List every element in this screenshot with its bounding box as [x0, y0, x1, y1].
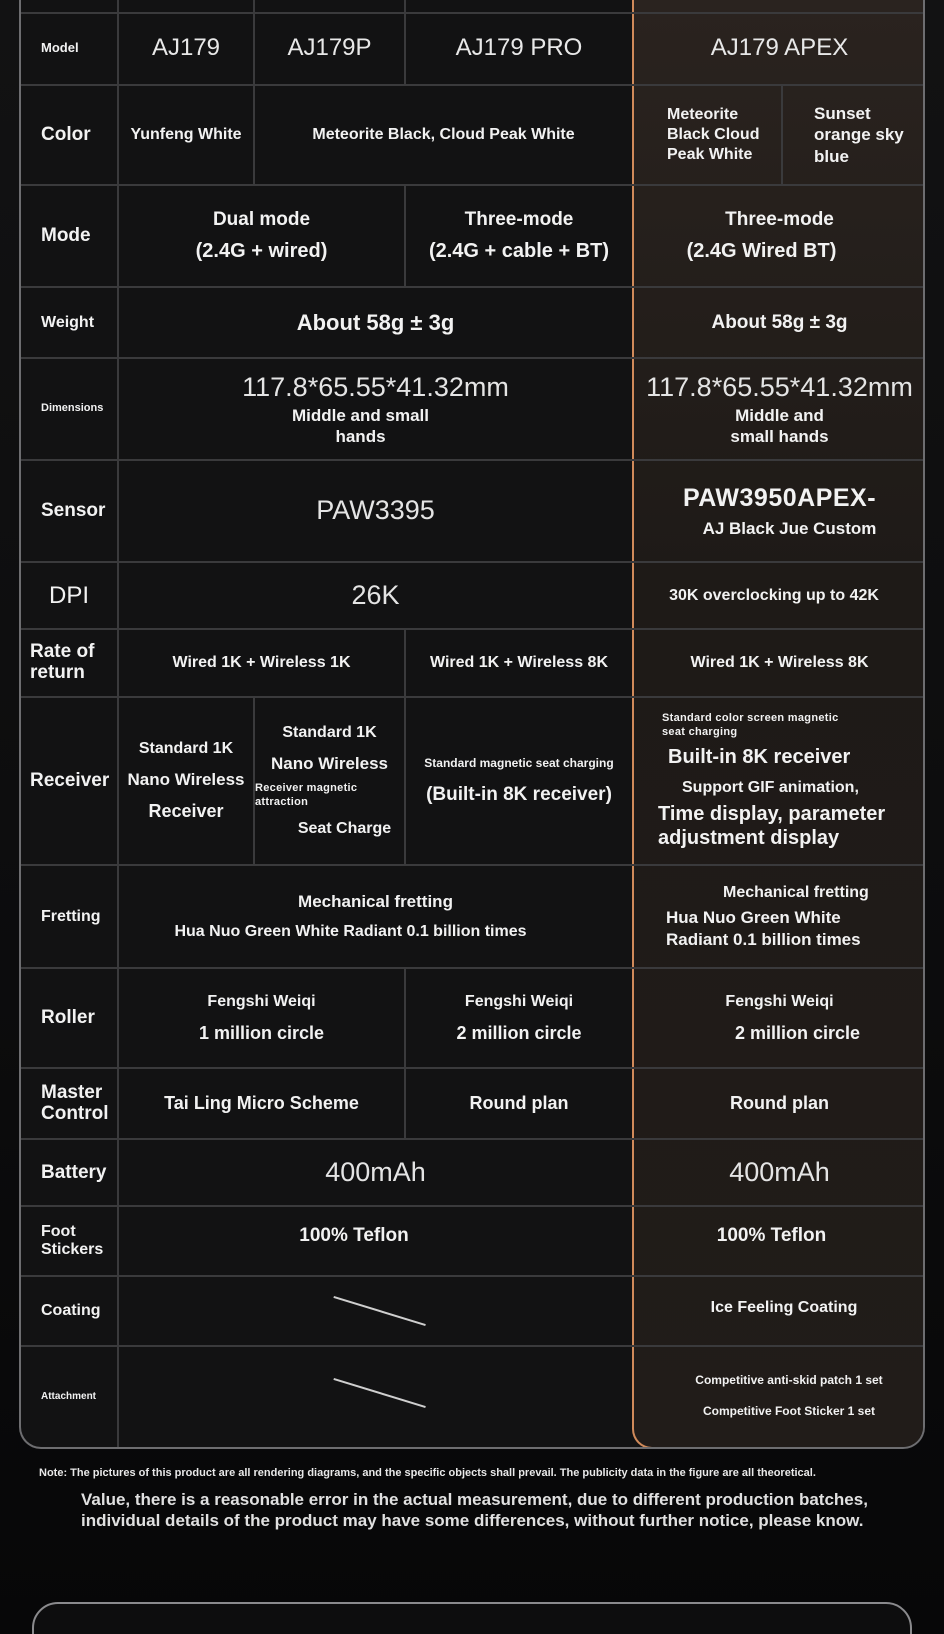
receiver-p-line1: Standard 1K: [282, 723, 377, 741]
battery-apex: 400mAh: [729, 1156, 830, 1187]
coating-apex: Ice Feeling Coating: [710, 1299, 858, 1316]
roller-pro-line2: 2 million circle: [456, 1022, 582, 1043]
spec-table: [19, 0, 925, 1449]
row-label-fretting: Fretting: [41, 907, 101, 925]
fretting-std-line1: Mechanical fretting: [298, 891, 453, 911]
mode-pro-line2: (2.4G + cable + BT): [428, 240, 610, 263]
weight-std: About 58g ± 3g: [296, 309, 455, 335]
dpi-std: 26K: [351, 579, 400, 610]
disclaimer-notes: [39, 1466, 909, 1531]
mode-apex-line2: (2.4G Wired BT): [686, 240, 837, 263]
fretting-apex-line1: Mechanical fretting: [723, 884, 869, 902]
color-p-pro: Meteorite Black, Cloud Peak White: [312, 126, 575, 143]
receiver-pro-line1: Standard magnetic seat charging: [424, 755, 614, 770]
receiver-apex-line1: Standard color screen magnetic seat charging: [662, 711, 839, 738]
row-label-battery: Battery: [41, 1161, 107, 1183]
rate-aj179-p: Wired 1K + Wireless 1K: [172, 654, 351, 671]
fretting-std-line2: Hua Nuo Green White Radiant 0.1 billion times: [174, 923, 527, 941]
mode-aj179-p-line1: Dual mode: [212, 208, 311, 230]
fretting-apex-line2: Hua Nuo Green White Radiant 0.1 billion times: [666, 908, 861, 949]
mode-apex-line1: Three-mode: [725, 208, 834, 230]
row-label-mode: Mode: [41, 225, 91, 247]
sensor-apex-custom: AJ Black Jue Custom: [702, 519, 877, 538]
sensor-apex-name: PAW3950APEX-: [682, 483, 877, 512]
model-aj179-pro: AJ179 PRO: [455, 34, 583, 61]
row-label-weight: Weight: [41, 313, 95, 331]
col-divider: [781, 84, 783, 184]
note-rendering: Note: The pictures of this product are all rendering diagrams, and the specific objects shall prevail. The publicity data in the figure are all theoretical.: [39, 1467, 816, 1479]
master-apex: Round plan: [730, 1093, 829, 1114]
color-aj179: Yunfeng White: [130, 126, 242, 143]
row-label-receiver: Receiver: [30, 770, 110, 792]
row-label-master-control: Master Control: [41, 1081, 109, 1124]
receiver-apex-line3: Support GIF animation,: [682, 779, 859, 797]
receiver-aj179-line2: Nano Wireless: [127, 770, 245, 790]
receiver-aj179-line1: Standard 1K: [138, 740, 234, 758]
row-label-dimensions: Dimensions: [41, 402, 104, 415]
row-label-color: Color: [41, 124, 91, 146]
battery-std: 400mAh: [325, 1156, 426, 1187]
roller-apex-line1: Fengshi Weiqi: [725, 992, 834, 1010]
foot-apex: 100% Teflon: [716, 1225, 827, 1247]
row-label-coating: Coating: [41, 1302, 101, 1319]
roller-apex-line2: 2 million circle: [734, 1022, 861, 1043]
row-label-model: Model: [41, 39, 79, 55]
dimensions-std-size: 117.8*65.55*41.32mm: [242, 371, 509, 402]
receiver-p-line4: Seat Charge: [297, 820, 392, 838]
receiver-aj179-line3: Receiver: [148, 801, 224, 822]
row-label-attachment: Attachment: [41, 1390, 97, 1402]
receiver-pro-line2: (Built-in 8K receiver): [426, 783, 612, 805]
receiver-apex-line2: Built-in 8K receiver: [668, 746, 851, 769]
weight-apex: About 58g ± 3g: [711, 311, 848, 333]
dimensions-apex-size: 117.8*65.55*41.32mm: [646, 371, 913, 402]
master-aj179-p: Tai Ling Micro Scheme: [164, 1093, 359, 1114]
rate-pro: Wired 1K + Wireless 8K: [429, 654, 608, 671]
foot-std: 100% Teflon: [299, 1225, 409, 1247]
receiver-p-line2: Nano Wireless: [271, 753, 388, 773]
color-apex-a: Meteorite Black Cloud Peak White: [667, 106, 760, 163]
receiver-apex-line4: Time display, parameter adjustment display: [658, 803, 886, 850]
row-label-rate: Rate of return: [30, 641, 95, 683]
note-measurement-error: Value, there is a reasonable error in the actual measurement, due to different production batches, individual details of the product may have some differences, without further notice, please know.: [81, 1490, 868, 1530]
model-aj179-apex: AJ179 APEX: [710, 34, 849, 61]
mode-aj179-p-line2: (2.4G + wired): [195, 240, 328, 263]
coating-none-dash: [333, 1296, 425, 1326]
rate-apex: Wired 1K + Wireless 8K: [690, 654, 869, 671]
roller-aj179-p-line2: 1 million circle: [198, 1022, 325, 1043]
sensor-std: PAW3395: [316, 495, 435, 526]
roller-pro-line1: Fengshi Weiqi: [464, 992, 574, 1010]
row-label-foot-stickers: Foot Stickers: [41, 1222, 104, 1258]
attachment-none-dash: [333, 1378, 425, 1408]
row-label-dpi: DPI: [49, 581, 90, 609]
attachment-apex-line1: Competitive anti-skid patch 1 set: [695, 1373, 883, 1387]
color-apex-b: Sunset orange sky blue: [814, 104, 904, 166]
master-pro: Round plan: [469, 1093, 569, 1114]
attachment-apex-line2: Competitive Foot Sticker 1 set: [702, 1404, 876, 1418]
receiver-p-line3: Receiver magnetic attraction: [255, 781, 358, 808]
dimensions-apex-hands: Middle and small hands: [730, 405, 829, 446]
model-aj179: AJ179: [151, 34, 221, 61]
row-label-sensor: Sensor: [41, 500, 106, 522]
next-section-card: [32, 1602, 912, 1634]
mode-pro-line1: Three-mode: [464, 208, 574, 230]
roller-aj179-p-line1: Fengshi Weiqi: [207, 992, 316, 1010]
row-label-roller: Roller: [41, 1007, 95, 1029]
model-aj179p: AJ179P: [287, 34, 372, 61]
dimensions-std-hands: Middle and small hands: [292, 405, 429, 446]
dpi-apex: 30K overclocking up to 42K: [669, 586, 879, 604]
